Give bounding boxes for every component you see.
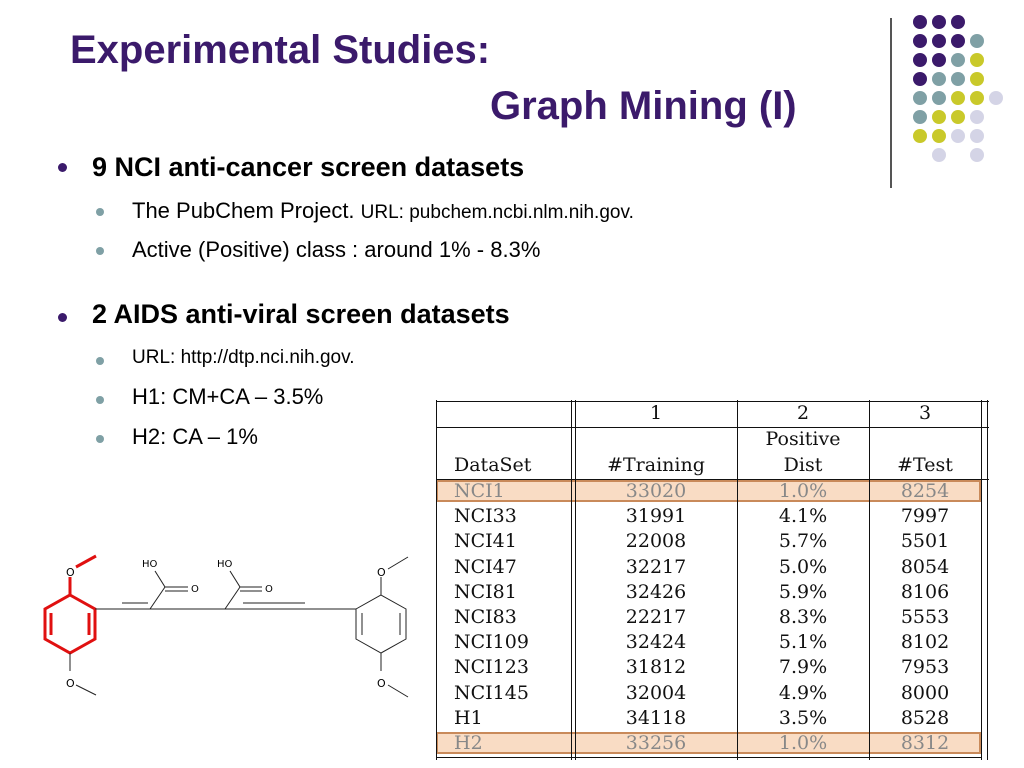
table-rule	[571, 400, 572, 760]
decor-dot	[913, 110, 927, 124]
decor-dot	[932, 148, 946, 162]
decor-dot	[932, 15, 946, 29]
cell-dist: 4.1%	[778, 505, 828, 528]
decor-dot	[970, 72, 984, 86]
cell-dist: 8.3%	[778, 606, 828, 628]
cell-dataset: H2	[454, 732, 483, 754]
header-positive: Positive	[765, 428, 841, 450]
bullet-dot	[58, 313, 67, 322]
cell-dist: 5.7%	[778, 530, 828, 553]
cell-training: 32004	[625, 681, 687, 704]
cell-test: 8000	[900, 681, 950, 704]
decor-dot	[951, 110, 965, 124]
cell-dataset: NCI109	[454, 631, 529, 654]
cell-dataset: NCI83	[454, 606, 517, 628]
cell-dataset: NCI33	[454, 505, 517, 528]
molecule-structure	[30, 545, 430, 755]
carbon-chain	[95, 571, 356, 609]
decor-dot	[913, 129, 927, 143]
cell-dist: 1.0%	[778, 480, 828, 502]
cell-training: 32217	[625, 555, 687, 578]
decor-dot	[970, 129, 984, 143]
sub-bullet-dot	[96, 396, 104, 404]
cell-test: 7953	[900, 656, 950, 679]
bullet-h1: H1: CM+CA – 3.5%	[132, 384, 324, 409]
decor-dot	[932, 34, 946, 48]
cell-dist: 7.9%	[778, 656, 828, 679]
cell-test: 5553	[900, 606, 950, 628]
decor-dot	[951, 34, 965, 48]
decor-dot	[913, 15, 927, 29]
decor-dot	[913, 72, 927, 86]
bullet-h2: H2: CA – 1%	[132, 424, 258, 449]
decor-dot	[951, 129, 965, 143]
bullet-nci-heading: 9 NCI anti-cancer screen datasets	[92, 152, 525, 182]
decor-dot	[913, 53, 927, 67]
cell-training: 31991	[625, 505, 687, 528]
atom-label: HO	[142, 559, 158, 570]
sub-bullet-dot	[96, 247, 104, 255]
cell-training: 33256	[625, 732, 687, 754]
cell-dataset: NCI81	[454, 580, 517, 603]
slide-title-line2: Graph Mining (I)	[490, 84, 797, 128]
cell-dataset: NCI1	[454, 480, 505, 502]
atom-label: O	[66, 566, 75, 579]
cell-dataset: NCI47	[454, 555, 517, 578]
table-rule	[981, 400, 982, 760]
decor-dot	[970, 53, 984, 67]
atom-label: O	[377, 566, 386, 579]
col-number: 3	[918, 402, 932, 424]
header-training: #Training	[607, 454, 705, 476]
cell-test: 8528	[900, 706, 950, 729]
decor-dot	[932, 72, 946, 86]
decor-dot	[913, 34, 927, 48]
header-dist: Dist	[783, 454, 823, 476]
cell-training: 32424	[625, 631, 687, 654]
table-rule	[987, 400, 988, 760]
sub-bullet-dot	[96, 208, 104, 216]
decor-dot	[932, 53, 946, 67]
bullet-aids-url: URL: http://dtp.nci.nih.gov.	[132, 347, 355, 368]
cell-dist: 5.9%	[778, 580, 828, 603]
title-divider	[890, 18, 892, 188]
table-rule	[436, 427, 989, 428]
cell-test: 8106	[900, 580, 950, 603]
decor-dot	[932, 129, 946, 143]
pubchem-label: The PubChem Project.	[132, 198, 355, 223]
cell-dist: 1.0%	[778, 732, 828, 754]
cell-dist: 5.0%	[778, 555, 828, 578]
dataset-table	[436, 400, 989, 760]
cell-test: 8054	[900, 555, 950, 578]
bond	[76, 685, 96, 695]
decor-dot	[951, 91, 965, 105]
col-number: 2	[796, 402, 810, 424]
decor-dot	[951, 15, 965, 29]
cell-dataset: H1	[454, 706, 483, 729]
sub-bullet-dot	[96, 357, 104, 365]
sub-bullet-dot	[96, 435, 104, 443]
decor-dot	[913, 91, 927, 105]
bullet-pubchem	[132, 198, 634, 226]
slide-title-line1: Experimental Studies:	[70, 28, 491, 72]
cell-test: 8102	[900, 631, 950, 654]
atom-label: O	[191, 584, 199, 595]
cell-dataset: NCI41	[454, 530, 517, 553]
cell-test: 7997	[900, 505, 950, 528]
decor-dot	[970, 34, 984, 48]
cell-training: 34118	[625, 706, 687, 729]
atom-label: HO	[217, 559, 233, 570]
decor-dot	[970, 91, 984, 105]
decor-dot	[970, 110, 984, 124]
header-dataset: DataSet	[454, 454, 532, 476]
bullet-dot	[58, 163, 67, 172]
decor-dot	[970, 148, 984, 162]
header-test: #Test	[897, 454, 953, 476]
cell-dist: 3.5%	[778, 706, 828, 729]
bullet-active-class: Active (Positive) class : around 1% - 8.3%	[132, 237, 541, 262]
cell-test: 5501	[900, 530, 950, 553]
cell-dist: 4.9%	[778, 681, 828, 704]
table-rule	[436, 400, 437, 760]
atom-label: O	[377, 677, 386, 690]
atom-label: O	[66, 677, 75, 690]
cell-training: 22217	[625, 606, 687, 628]
cell-dataset: NCI123	[454, 656, 529, 679]
cell-test: 8312	[900, 732, 950, 754]
bullet-aids-heading: 2 AIDS anti-viral screen datasets	[92, 299, 510, 329]
cell-training: 31812	[625, 656, 687, 679]
col-number: 1	[649, 402, 663, 424]
cell-training: 22008	[625, 530, 687, 553]
atom-label: O	[265, 584, 273, 595]
cell-dataset: NCI145	[454, 681, 529, 704]
cell-training: 33020	[625, 480, 687, 502]
decor-dot	[932, 110, 946, 124]
pubchem-url: URL: pubchem.ncbi.nlm.nih.gov.	[360, 202, 634, 223]
table-rule	[436, 757, 981, 758]
cell-test: 8254	[900, 480, 950, 502]
decor-dot	[932, 91, 946, 105]
decor-dot	[951, 72, 965, 86]
cell-training: 32426	[625, 580, 687, 603]
cell-dist: 5.1%	[778, 631, 828, 654]
decor-dot	[989, 91, 1003, 105]
decor-dot	[951, 53, 965, 67]
